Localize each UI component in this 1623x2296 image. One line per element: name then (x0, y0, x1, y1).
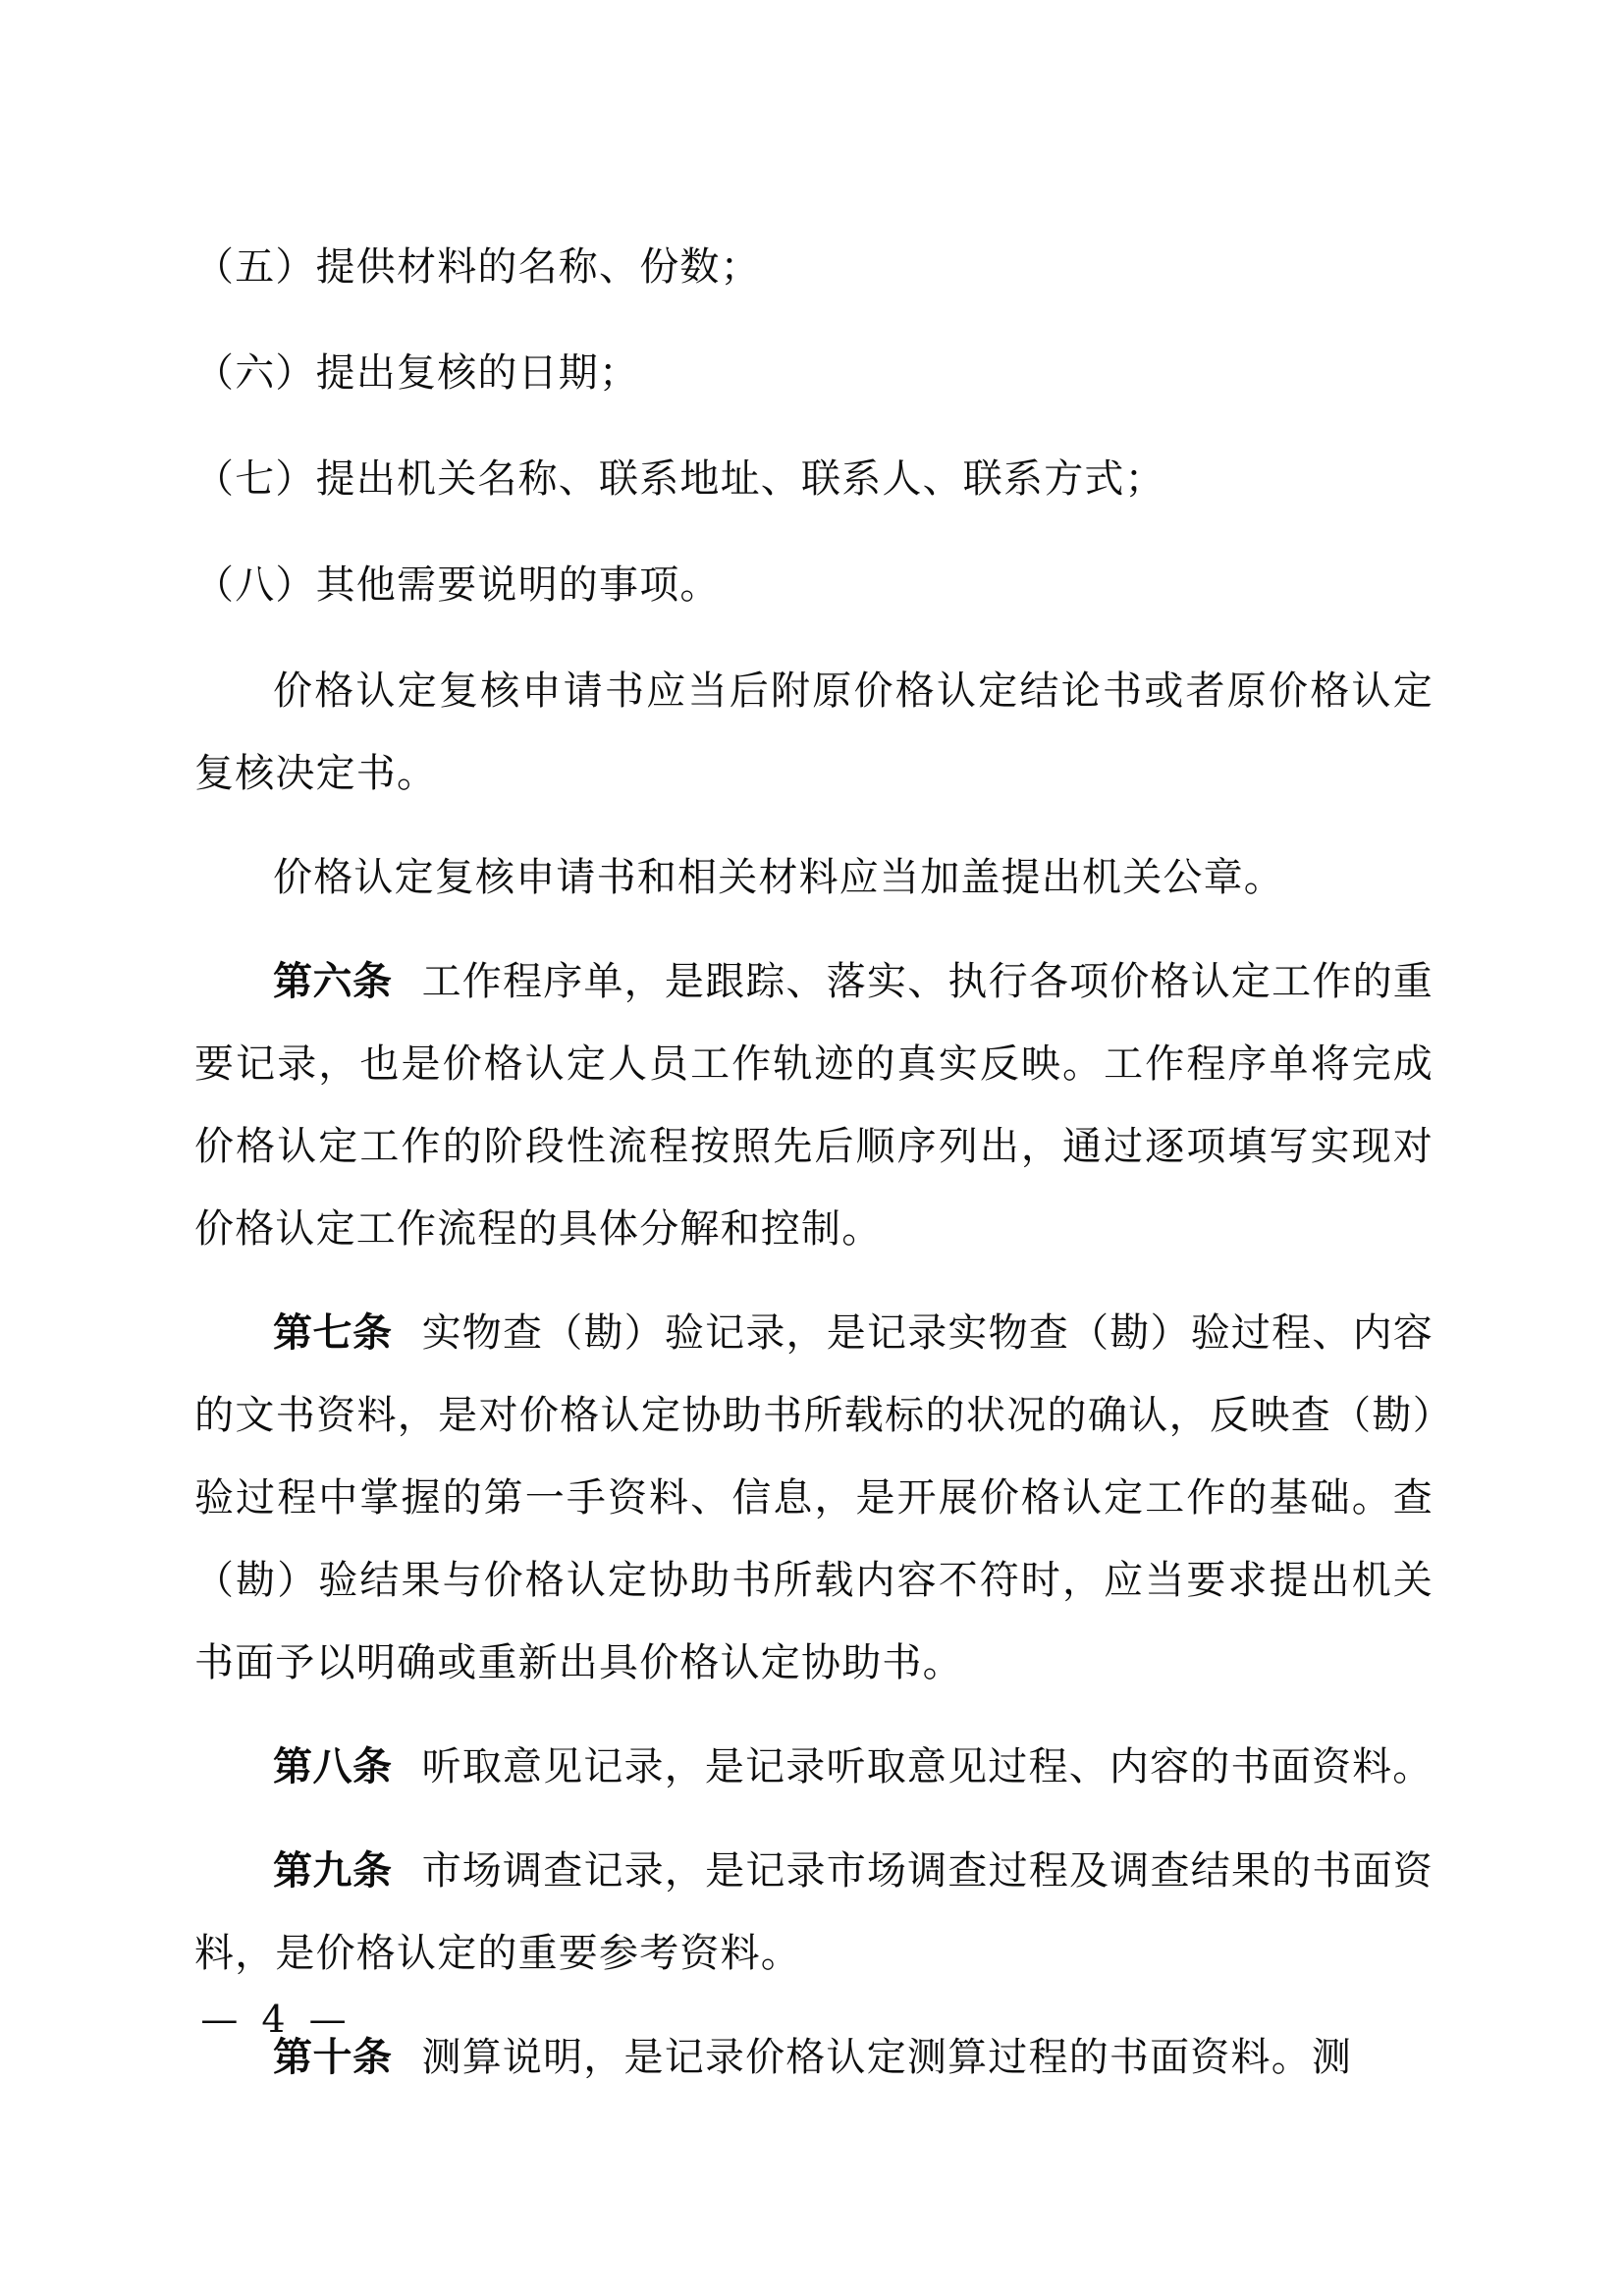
article-6-number: 第六条 (273, 958, 393, 1004)
article-9 (194, 1830, 1434, 1995)
list-item-6-text: （六）提出复核的日期； (194, 350, 640, 396)
paragraph-seal (194, 836, 1434, 919)
paragraph-attachment-text: 价格认定复核申请书应当后附原价格认定结论书或者原价格认定复核决定书。 (194, 668, 1434, 796)
article-6-text: 工作程序单，是跟踪、落实、执行各项价格认定工作的重要记录，也是价格认定人员工作轨迹的真实反映。工作程序单将完成价格认定工作的阶段性流程按照先后顺序列出，通过逐项填写实现对价格认定工作流程的具体分解和控制。 (194, 959, 1434, 1252)
article-7 (194, 1292, 1434, 1704)
article-7-number: 第七条 (273, 1309, 393, 1356)
list-item-6 (194, 332, 1434, 414)
article-6 (194, 940, 1434, 1270)
list-item-8 (194, 544, 1434, 626)
article-9-number: 第九条 (273, 1847, 393, 1894)
list-item-7-text: （七）提出机关名称、联系地址、联系人、联系方式； (194, 456, 1165, 502)
article-9-text: 市场调查记录，是记录市场调查过程及调查结果的书面资料，是价格认定的重要参考资料。 (194, 1848, 1434, 1976)
paragraph-seal-text: 价格认定复核申请书和相关材料应当加盖提出机关公章。 (273, 855, 1284, 900)
paragraph-attachment (194, 650, 1434, 815)
page-footer (0, 1998, 1623, 2041)
list-item-7 (194, 438, 1434, 520)
list-item-5-text: （五）提供材料的名称、份数； (194, 244, 761, 290)
document-body (194, 226, 1434, 2120)
article-8 (194, 1726, 1434, 1808)
article-10-number: 第十条 (273, 2034, 393, 2080)
page-number: — 4 — (200, 1998, 352, 2041)
list-item-5 (194, 226, 1434, 308)
article-7-text: 实物查（勘）验记录，是记录实物查（勘）验过程、内容的文书资料，是对价格认定协助书所载标的状况的确认，反映查（勘）验过程中掌握的第一手资料、信息，是开展价格认定工作的基础。查（勘）验结果与价格认定协助书所载内容不符时，应当要求提出机关书面予以明确或重新出具价格认定协助书。 (194, 1310, 1434, 1685)
article-8-text: 听取意见记录，是记录听取意见过程、内容的书面资料。 (421, 1744, 1434, 1789)
article-8-number: 第八条 (273, 1743, 393, 1789)
list-item-8-text: （八）其他需要说明的事项。 (194, 562, 721, 608)
article-10-text: 测算说明，是记录价格认定测算过程的书面资料。测 (421, 2035, 1353, 2080)
